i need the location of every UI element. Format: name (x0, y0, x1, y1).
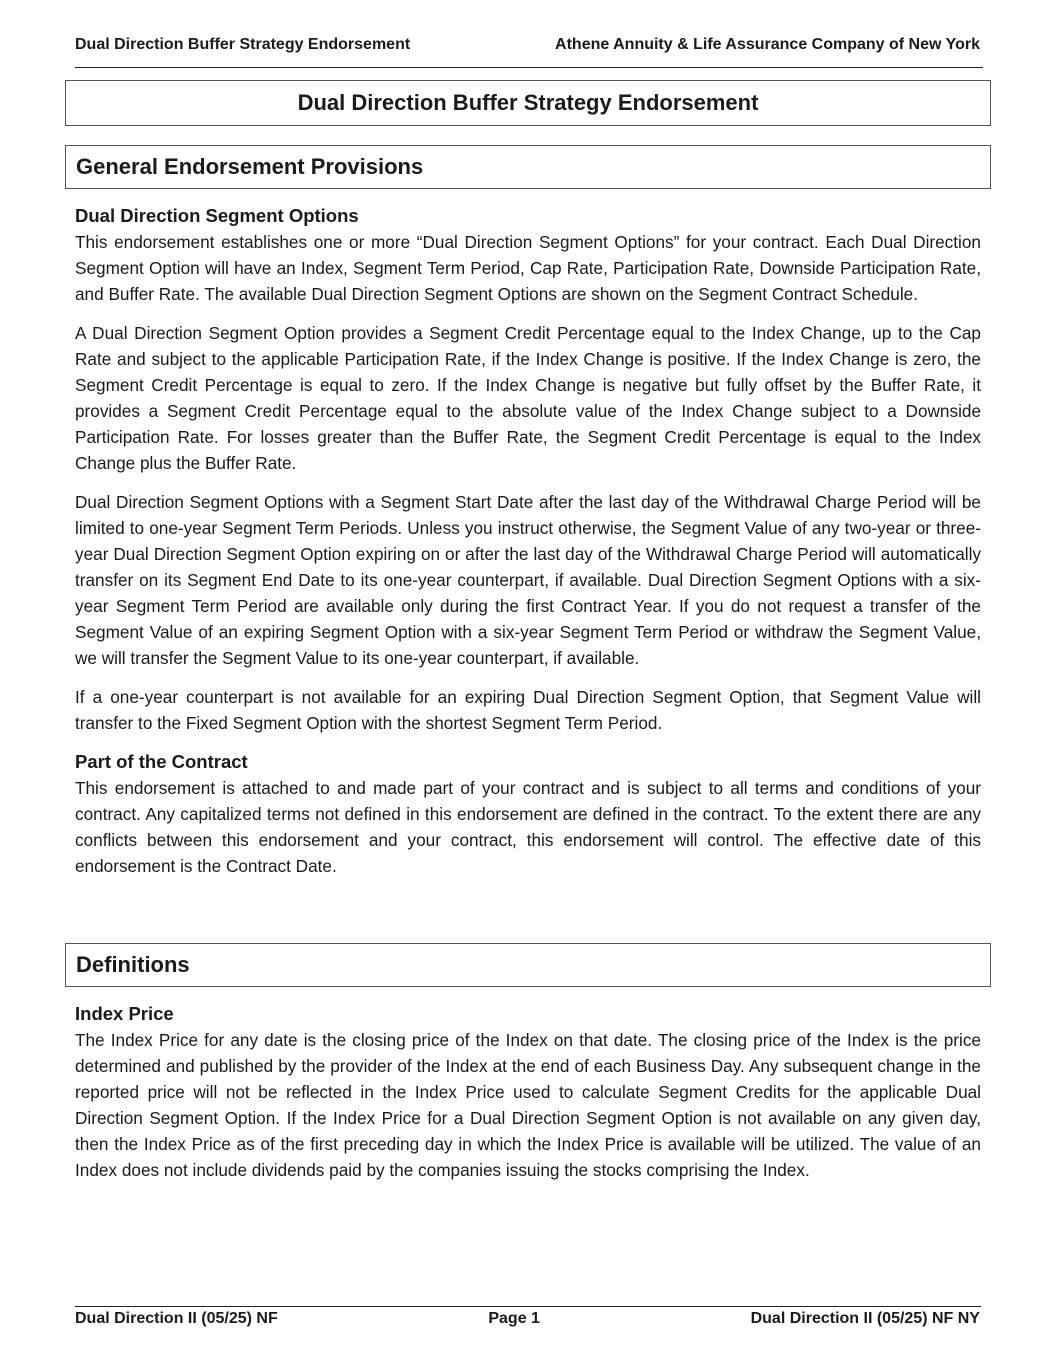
page-number: Page 1 (488, 1310, 540, 1327)
document-title: Dual Direction Buffer Strategy Endorsement (65, 80, 991, 126)
section-heading-general: General Endorsement Provisions (65, 145, 991, 189)
paragraph: If a one-year counterpart is not available for an expiring Dual Direction Segment Option, that Segment Value will transfer to the Fixed Segment Option with the shortest Segment Term Period. (75, 687, 981, 733)
paragraph: The Index Price for any date is the closing price of the Index on that date. The closing price of the Index is the price determined and published by the provider of the Index at the end of each Business Day. Any subsequent change in the reported price will not be reflected in the Index Price used to calculate Segment Credits for the applicable Dual Direction Segment Option. If the Index Price for a Dual Direction Segment Option is not available on any given day, then the Index Price as of the first preceding day in which the Index Price is available will be utilized. The value of an Index does not include dividends paid by the companies issuing the stocks comprising the Index. (75, 1030, 981, 1180)
footer-divider (75, 1306, 981, 1307)
section-heading-definitions: Definitions (65, 943, 991, 987)
header-left-text: Dual Direction Buffer Strategy Endorsement (75, 36, 411, 53)
page-footer (75, 1309, 980, 1329)
footer-right-text: Dual Direction II (05/25) NF NY (750, 1310, 980, 1327)
paragraph: This endorsement is attached to and made part of your contract and is subject to all terms and conditions of your contract. Any capitalized terms not defined in this endorsement are defined in the contract. To the extent there are any conflicts between this endorsement and your contract, this endorsement will control. The effective date of this endorsement is the Contract Date. (75, 778, 981, 876)
page-header (75, 35, 980, 55)
footer-left-text: Dual Direction II (05/25) NF (75, 1310, 278, 1327)
subheading-part-of-contract: Part of the Contract (75, 751, 248, 772)
definitions-content (75, 1001, 981, 1183)
general-provisions-content (75, 203, 981, 879)
subheading-segment-options: Dual Direction Segment Options (75, 205, 359, 226)
subheading-index-price: Index Price (75, 1003, 174, 1024)
header-divider (75, 67, 983, 68)
paragraph: Dual Direction Segment Options with a Segment Start Date after the last day of the Withdrawal Charge Period will be limited to one-year Segment Term Periods. Unless you instruct otherwise, the Segment Value of any two-year or three-year Dual Direction Segment Option expiring on or after the last day of the Withdrawal Charge Period will automatically transfer on its Segment End Date to its one-year counterpart, if available. Dual Direction Segment Options with a six-year Segment Term Period are available only during the first Contract Year. If you do not request a transfer of the Segment Value of an expiring Segment Option with a six-year Segment Term Period or withdraw the Segment Value, we will transfer the Segment Value to its one-year counterpart, if available. (75, 492, 981, 668)
header-right-text: Athene Annuity & Life Assurance Company of New York (555, 36, 980, 53)
paragraph: This endorsement establishes one or more “Dual Direction Segment Options” for your contract. Each Dual Direction Segment Option will have an Index, Segment Term Period, Cap Rate, Participation Rate, Downside Participation Rate, and Buffer Rate. The available Dual Direction Segment Options are shown on the Segment Contract Schedule. (75, 232, 981, 304)
paragraph: A Dual Direction Segment Option provides a Segment Credit Percentage equal to the Index Change, up to the Cap Rate and subject to the applicable Participation Rate, if the Index Change is positive. If the Index Change is zero, the Segment Credit Percentage is equal to zero. If the Index Change is negative but fully offset by the Buffer Rate, it provides a Segment Credit Percentage equal to the absolute value of the Index Change subject to a Downside Participation Rate. For losses greater than the Buffer Rate, the Segment Credit Percentage is equal to the Index Change plus the Buffer Rate. (75, 323, 981, 473)
